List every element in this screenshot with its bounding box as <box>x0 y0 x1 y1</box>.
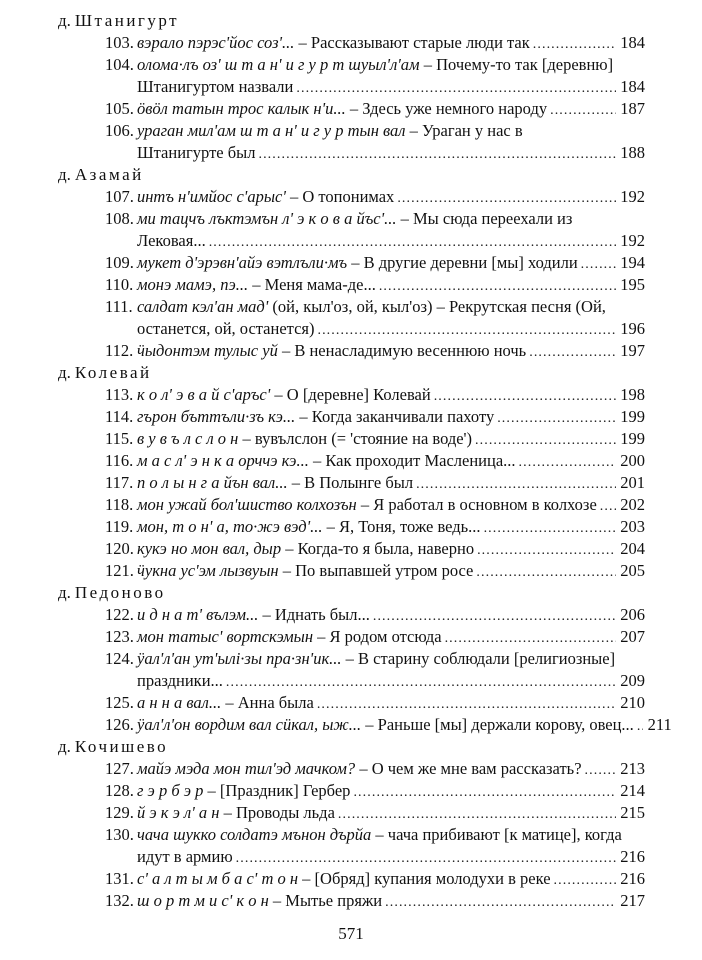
entry-dash: – <box>356 495 374 514</box>
entry-translation: Меня мама-де... <box>264 275 376 294</box>
dot-leader <box>385 890 616 914</box>
entry-translation: В старину соблюдали [религиозные] <box>358 649 616 668</box>
entry-translation: (ой, кыл'оз, ой, кыл'оз) – Рекрутская песня (Ой, <box>272 297 606 316</box>
entry-page: 198 <box>620 385 645 404</box>
entry-number: 121. <box>105 561 134 580</box>
entry-number: 116. <box>105 451 134 470</box>
entry-page: 201 <box>620 473 645 492</box>
village-name: Педоново <box>74 583 166 602</box>
toc-entry-line <box>58 208 645 230</box>
entry-number: 109. <box>105 253 134 272</box>
entry-page: 184 <box>620 77 645 96</box>
dot-leader <box>554 868 616 892</box>
entry-translation: В другие деревни [мы] ходили <box>363 253 578 272</box>
entry-title: интъ н'имйос с'арыс' <box>137 187 286 206</box>
entry-number: 128. <box>105 781 134 800</box>
entry-page: 184 <box>620 33 645 52</box>
entry-dash: – <box>278 561 296 580</box>
toc-entry-line <box>58 802 645 824</box>
entry-page: 194 <box>620 253 645 272</box>
toc-entry <box>58 758 645 780</box>
toc-entry-line <box>58 384 645 406</box>
entry-title: ӧвӧл татын трос калык н'и... <box>137 99 346 118</box>
dot-leader <box>397 186 616 210</box>
dot-leader <box>533 32 616 56</box>
dot-leader <box>258 142 616 166</box>
entry-page: 196 <box>620 319 645 338</box>
entry-page: 205 <box>620 561 645 580</box>
entry-page: 209 <box>620 671 645 690</box>
toc-entry-line <box>58 714 672 736</box>
entry-translation: Рассказывают старые люди так <box>310 33 530 52</box>
entry-page: 204 <box>620 539 645 558</box>
entry-number: 115. <box>105 429 134 448</box>
entry-translation: В ненасладимую весеннюю ночь <box>294 341 527 360</box>
toc-entry <box>58 274 645 296</box>
village-name: Кочишево <box>74 737 169 756</box>
entry-dash: – <box>405 121 423 140</box>
entry-translation: Я работал в основном в колхозе <box>373 495 597 514</box>
toc-entry-line <box>58 296 645 318</box>
entry-page: 215 <box>620 803 645 822</box>
dot-leader <box>434 384 616 408</box>
entry-number: 126. <box>105 715 134 734</box>
dot-leader <box>209 230 616 254</box>
toc-entry-line <box>58 428 645 450</box>
entry-dash: – <box>203 781 220 800</box>
toc-entry-line <box>58 98 645 120</box>
entry-dash: – <box>281 539 298 558</box>
entry-dash: – <box>396 209 413 228</box>
entry-dash: – <box>295 407 312 426</box>
entry-page: 200 <box>620 451 645 470</box>
toc-entry-line <box>58 516 645 538</box>
dot-leader <box>585 758 616 782</box>
entry-title: м а с л' э н к а орччэ кэ... <box>137 451 309 470</box>
toc-entry <box>58 714 672 736</box>
toc-entry <box>58 560 645 582</box>
dot-leader <box>236 846 616 870</box>
entry-title: мон, т о н' а, то·жэ вэд'... <box>137 517 323 536</box>
toc-entry-continuation <box>58 846 645 868</box>
toc-entry-continuation <box>58 142 645 164</box>
entry-number: 129. <box>105 803 134 822</box>
entry-title: олома·лъ оз' ш т а н' и г у р т шуыл'л'ам <box>137 55 420 74</box>
toc-entry <box>58 208 645 252</box>
village-heading <box>58 736 645 758</box>
toc-entry-line <box>58 340 645 362</box>
entry-title: чача шукко солдатэ мънон дърйа <box>137 825 372 844</box>
toc-entry <box>58 186 645 208</box>
toc-entry <box>58 868 645 890</box>
entry-translation: Как проходит Масленица... <box>325 451 516 470</box>
entry-translation: чача прибивают [к матице], когда <box>387 825 622 844</box>
dot-leader <box>353 780 616 804</box>
entry-title: ш о р т м и с' к о н <box>137 891 269 910</box>
toc-entry-line <box>58 538 645 560</box>
table-of-contents <box>58 10 672 912</box>
toc-entry-continuation <box>58 670 645 692</box>
entry-page: 187 <box>620 99 645 118</box>
toc-entry <box>58 472 645 494</box>
entry-title: ӵыдонтэм тулыс уй <box>137 341 278 360</box>
entry-dash: – <box>308 451 326 470</box>
toc-entry-continuation <box>58 318 645 340</box>
dot-leader <box>317 318 616 342</box>
entry-translation: О чем же мне вам рассказать? <box>371 759 582 778</box>
entry-dash: – <box>322 517 339 536</box>
toc-entry-continuation <box>58 76 645 98</box>
entry-title: мон ужай бол'шиство колхозън <box>137 495 357 514</box>
entry-title: в у в ъ л с л о н <box>137 429 239 448</box>
entry-number: 123. <box>105 627 134 646</box>
entry-title: и д н а т' вълэм... <box>137 605 259 624</box>
toc-entry-line <box>58 472 645 494</box>
village-prefix: д. <box>58 583 71 602</box>
toc-entry-line <box>58 626 645 648</box>
entry-title: ӱал'л'ан ут'ылі·зы пра·зн'ик... <box>137 649 342 668</box>
entry-translation: Я, Тоня, тоже ведь... <box>338 517 481 536</box>
entry-dash: – <box>298 869 315 888</box>
entry-page: 202 <box>620 495 645 514</box>
entry-dash: – <box>248 275 265 294</box>
entry-title: к о л' э в а й с'аръс' <box>137 385 271 404</box>
dot-leader <box>600 494 616 518</box>
entry-dash: – <box>270 385 287 404</box>
dot-leader <box>296 76 616 100</box>
toc-entry <box>58 340 645 362</box>
entry-number: 125. <box>105 693 134 712</box>
village-heading <box>58 164 645 186</box>
entry-number: 130. <box>105 825 134 844</box>
toc-entry-line <box>58 890 645 912</box>
entry-translation: Проводы льда <box>235 803 335 822</box>
entry-translation: Здесь уже немного народу <box>362 99 548 118</box>
dot-leader <box>581 252 616 276</box>
toc-entry-line <box>58 54 645 76</box>
entry-translation: Ураган у нас в <box>422 121 523 140</box>
entry-dash: – <box>355 759 372 778</box>
entry-translation-continued: Штанигурте был <box>137 143 256 162</box>
entry-dash: – <box>219 803 236 822</box>
toc-entry <box>58 494 645 516</box>
entry-number: 131. <box>105 869 134 888</box>
village-prefix: д. <box>58 165 71 184</box>
toc-entry-continuation <box>58 230 645 252</box>
entry-dash: – <box>285 187 303 206</box>
toc-entry-line <box>58 252 645 274</box>
entry-translation: Почему-то так [деревню] <box>436 55 614 74</box>
entry-dash: – <box>268 891 286 910</box>
village-prefix: д. <box>58 11 71 30</box>
dot-leader <box>637 714 643 738</box>
entry-translation: Мы сюда переехали из <box>412 209 573 228</box>
toc-entry-line <box>58 32 645 54</box>
toc-entry <box>58 98 645 120</box>
toc-entry <box>58 450 645 472</box>
toc-entry-line <box>58 824 645 846</box>
entry-number: 127. <box>105 759 134 778</box>
entry-dash: – <box>258 605 275 624</box>
entry-title: гърон бъттъли·зъ кэ... <box>137 407 296 426</box>
entry-number: 118. <box>105 495 134 514</box>
entry-title: ми тацчъ лъктэмън л' э к о в а йъс'... <box>137 209 397 228</box>
entry-translation: [Праздник] Гербер <box>219 781 351 800</box>
toc-entry <box>58 648 645 692</box>
entry-translation-continued: Штанигуртом назвали <box>137 77 294 96</box>
entry-title: й э к э л' а н <box>137 803 220 822</box>
toc-entry <box>58 384 645 406</box>
entry-translation-continued: Лековая... <box>137 231 206 250</box>
dot-leader <box>497 406 616 430</box>
entry-title: мон татыс' вортскэмын <box>137 627 314 646</box>
entry-number: 124. <box>105 649 134 668</box>
toc-entry-line <box>58 868 645 890</box>
toc-entry-line <box>58 560 645 582</box>
toc-entry <box>58 780 645 802</box>
entry-title: с' а л т ы м б а с' т о н <box>137 869 299 888</box>
entry-translation-continued: идут в армию <box>137 847 233 866</box>
entry-number: 120. <box>105 539 134 558</box>
toc-entry-line <box>58 494 645 516</box>
dot-leader <box>445 626 616 650</box>
toc-entry <box>58 692 645 714</box>
toc-entry <box>58 604 645 626</box>
entry-dash: – <box>361 715 378 734</box>
entry-number: 112. <box>105 341 134 360</box>
entry-title: а н н а вал... <box>137 693 222 712</box>
toc-entry <box>58 296 645 340</box>
dot-leader <box>484 516 616 540</box>
dot-leader <box>477 538 616 562</box>
entry-dash: – <box>419 55 437 74</box>
village-heading <box>58 362 645 384</box>
toc-entry-line <box>58 648 645 670</box>
toc-entry-line <box>58 450 645 472</box>
dot-leader <box>379 274 616 298</box>
entry-page: 199 <box>620 429 645 448</box>
dot-leader <box>416 472 616 496</box>
entry-number: 117. <box>105 473 134 492</box>
entry-dash: – <box>294 33 311 52</box>
entry-page: 216 <box>620 847 645 866</box>
entry-page: 217 <box>620 891 645 910</box>
entry-number: 111. <box>105 297 133 316</box>
village-prefix: д. <box>58 737 71 756</box>
toc-entry-line <box>58 120 645 142</box>
entry-page: 210 <box>620 693 645 712</box>
toc-entry <box>58 120 645 164</box>
toc-entry <box>58 538 645 560</box>
entry-translation: Мытье пряжи <box>285 891 383 910</box>
entry-dash: – <box>287 473 305 492</box>
entry-translation: [Обряд] купания молодухи в реке <box>314 869 551 888</box>
village-heading <box>58 582 645 604</box>
entry-page: 211 <box>647 715 672 734</box>
entry-title: майэ мэда мон тил'эд мачком? <box>137 759 356 778</box>
entry-number: 122. <box>105 605 134 624</box>
entry-dash: – <box>371 825 388 844</box>
entry-translation: Иднать был... <box>274 605 370 624</box>
dot-leader <box>226 670 616 694</box>
page-number: 571 <box>338 924 364 943</box>
entry-page: 192 <box>620 231 645 250</box>
dot-leader <box>476 560 616 584</box>
toc-entry <box>58 824 645 868</box>
toc-entry <box>58 802 645 824</box>
entry-title: ӵукна ус'эм лызвуын <box>137 561 279 580</box>
entry-title: ураган мил'ам ш т а н' и г у р тын вал <box>137 121 406 140</box>
entry-number: 108. <box>105 209 134 228</box>
entry-title: п о л ы н г а йън вал... <box>137 473 288 492</box>
toc-entry <box>58 252 645 274</box>
entry-translation-continued: праздники... <box>137 671 223 690</box>
entry-dash: – <box>277 341 295 360</box>
toc-entry-line <box>58 604 645 626</box>
entry-dash: – <box>347 253 364 272</box>
entry-page: 203 <box>620 517 645 536</box>
entry-dash: – <box>345 99 363 118</box>
entry-number: 119. <box>105 517 134 536</box>
dot-leader <box>529 340 616 364</box>
entry-translation: В Полынге был <box>304 473 414 492</box>
entry-title: г э р б э р <box>137 781 204 800</box>
toc-entry <box>58 32 645 54</box>
entry-translation: Когда заканчивали пахоту <box>311 407 495 426</box>
toc-entry <box>58 890 645 912</box>
entry-page: 192 <box>620 187 645 206</box>
entry-number: 105. <box>105 99 134 118</box>
entry-page: 199 <box>620 407 645 426</box>
village-name: Азамай <box>74 165 144 184</box>
entry-title: мукет д'эрэвн'айэ вэтлъли·мъ <box>137 253 348 272</box>
entry-title: монэ мамэ, пэ... <box>137 275 249 294</box>
entry-title: ӱал'л'он вордим вал сӥкал, ыж... <box>137 715 362 734</box>
village-heading <box>58 10 645 32</box>
entry-page: 188 <box>620 143 645 162</box>
entry-dash: – <box>313 627 330 646</box>
dot-leader <box>519 450 616 474</box>
entry-number: 106. <box>105 121 134 140</box>
entry-number: 113. <box>105 385 134 404</box>
entry-page: 216 <box>620 869 645 888</box>
entry-dash: – <box>238 429 255 448</box>
dot-leader <box>373 604 616 628</box>
village-name: Колевай <box>74 363 152 382</box>
entry-number: 132. <box>105 891 134 910</box>
entry-translation: Когда-то я была, наверно <box>297 539 475 558</box>
village-prefix: д. <box>58 363 71 382</box>
entry-dash: – <box>221 693 238 712</box>
entry-page: 195 <box>620 275 645 294</box>
toc-entry <box>58 406 645 428</box>
toc-entry <box>58 516 645 538</box>
entry-dash: – <box>341 649 359 668</box>
entry-number: 104. <box>105 55 134 74</box>
toc-entry <box>58 428 645 450</box>
dot-leader <box>475 428 616 452</box>
toc-entry-line <box>58 758 645 780</box>
toc-entry <box>58 626 645 648</box>
entry-translation: Раньше [мы] держали корову, овец... <box>377 715 634 734</box>
entry-page: 207 <box>620 627 645 646</box>
entry-page: 197 <box>620 341 645 360</box>
dot-leader <box>550 98 616 122</box>
entry-number: 107. <box>105 187 134 206</box>
dot-leader <box>317 692 616 716</box>
entry-number: 103. <box>105 33 134 52</box>
entry-translation: О топонимах <box>302 187 395 206</box>
entry-translation: Анна была <box>237 693 314 712</box>
dot-leader <box>338 802 616 826</box>
entry-number: 114. <box>105 407 134 426</box>
entry-translation: вувълслон (= 'стояние на воде') <box>254 429 473 448</box>
entry-title: вэрало пэрэс'йос соз'... <box>137 33 295 52</box>
entry-translation: О [деревне] Колевай <box>286 385 431 404</box>
entry-number: 110. <box>105 275 134 294</box>
entry-translation-continued: останется, ой, останется) <box>137 319 315 338</box>
toc-entry-line <box>58 406 645 428</box>
village-name: Штанигурт <box>74 11 180 30</box>
toc-entry-line <box>58 186 645 208</box>
toc-entry-line <box>58 780 645 802</box>
entry-page: 214 <box>620 781 645 800</box>
toc-entry <box>58 54 645 98</box>
entry-page: 206 <box>620 605 645 624</box>
entry-page: 213 <box>620 759 645 778</box>
entry-title: салдат кэл'ан мад' <box>137 297 269 316</box>
entry-translation: По выпавшей утром росе <box>295 561 474 580</box>
toc-entry-line <box>58 274 645 296</box>
entry-title: кукэ но мон вал, дыр <box>137 539 282 558</box>
entry-translation: Я родом отсюда <box>329 627 442 646</box>
toc-entry-line <box>58 692 645 714</box>
